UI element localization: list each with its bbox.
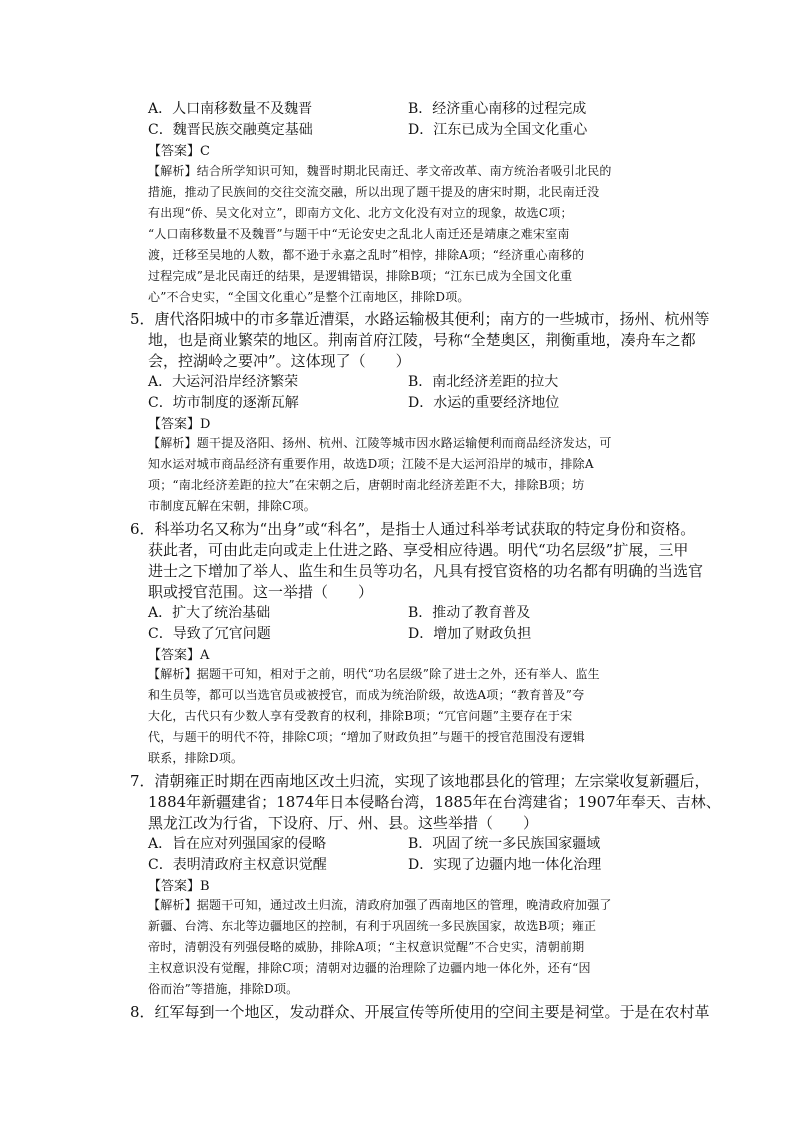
q6-stem-line: 进士之下增加了举人、监生和生员等功名，凡具有授官资格的功名都有明确的当选官	[148, 562, 704, 580]
q6-option-b: B．推动了教育普及	[408, 605, 531, 621]
q6-stem-line: 获此者，可由此走向或走上仕进之路、享受相应待遇。明代“功名层级”扩展，三甲	[148, 541, 689, 559]
q4-answer: 【答案】C	[148, 144, 210, 159]
q7-option-c: C．表明清政府主权意识觉醒	[148, 857, 327, 873]
q6-stem-line: 职或授官范围。这一举措（ ）	[148, 583, 374, 601]
q5-analysis-line: 【解析】题干提及洛阳、扬州、杭州、江陵等城市因水路运输便利而商品经济发达，可	[148, 436, 612, 450]
q6-option-a: A．扩大了统治基础	[148, 605, 271, 621]
q7-answer: 【答案】B	[148, 879, 210, 894]
q4-analysis-line: 过程完成”是北民南迁的结果，是逻辑错误，排除B项；“江东已成为全国文化重	[148, 269, 573, 283]
q5-option-c: C．坊市制度的逐渐瓦解	[148, 395, 299, 411]
q7-analysis-line: 俗而治”等措施，排除D项。	[148, 982, 299, 996]
q5-analysis-line: 项；“南北经济差距的拉大”在宋朝之后，唐朝时南北经济差距不大，排除B项；坊	[148, 478, 585, 492]
q7-analysis-line: 主权意识没有觉醒，排除C项；清朝对边疆的治理除了边疆内地一体化外，还有“因	[148, 961, 591, 975]
q4-analysis-line: 【解析】结合所学知识可知，魏晋时期北民南迁、孝文帝改革、南方统治者吸引北民的	[148, 164, 612, 178]
q7-analysis-line: 【解析】据题干可知，通过改土归流，清政府加强了西南地区的管理，晚清政府加强了	[148, 898, 612, 912]
q6-analysis-line: 代，与题干的明代不符，排除C项；“增加了财政负担”与题干的授官范围没有逻辑	[148, 730, 585, 744]
q4-option-c: C．魏晋民族交融奠定基础	[148, 122, 313, 138]
q8-stem-line: 8．红军每到一个地区，发动群众、开展宣传等所使用的空间主要是祠堂。于是在农村革	[130, 1003, 710, 1021]
q7-option-a: A．旨在应对列强国家的侵略	[148, 836, 327, 852]
q6-analysis-line: 和生员等，都可以当选官员或被授官，而成为统治阶级，故选A项；“教育普及”夸	[148, 688, 585, 702]
q5-stem-line: 地，也是商业繁荣的地区。荆南首府江陵，号称“全楚奥区，荆衡重地，凑舟车之都	[148, 331, 696, 349]
q7-option-d: D．实现了边疆内地一体化治理	[408, 857, 602, 873]
q4-analysis-line: 渡，迁移至吴地的人数，都不逊于永嘉之乱时”相悖，排除A项；“经济重心南移的	[148, 248, 585, 262]
q7-stem-line: 7．清朝雍正时期在西南地区改土归流，实现了该地郡县化的管理；左宗棠收复新疆后，	[130, 772, 710, 790]
q7-analysis-line: 新疆、台湾、东北等边疆地区的控制，有利于巩固统一多民族国家，故选B项；雍正	[148, 919, 597, 933]
q5-stem-line: 5．唐代洛阳城中的市多靠近漕渠，水路运输极其便利；南方的一些城市，扬州、杭州等	[130, 310, 710, 328]
q5-stem-line: 会，控湖岭之要冲”。这体现了（ ）	[148, 352, 411, 370]
q7-option-b: B．巩固了统一多民族国家疆域	[408, 836, 601, 852]
q6-option-d: D．增加了财政负担	[408, 626, 532, 642]
q5-answer: 【答案】D	[148, 417, 211, 432]
q7-analysis-line: 帝时，清朝没有列强侵略的威胁，排除A项；“主权意识觉醒”不合史实，清朝前期	[148, 940, 585, 954]
q4-option-b: B．经济重心南移的过程完成	[408, 101, 587, 117]
q4-option-d: D．江东已成为全国文化重心	[408, 122, 588, 138]
q6-option-c: C．导致了冗官问题	[148, 626, 271, 642]
q6-stem-line: 6．科举功名又称为“出身”或“科名”，是指士人通过科举考试获取的特定身份和资格。	[130, 520, 696, 538]
q7-stem-line: 黑龙江改为行省，下设府、厅、州、县。这些举措（ ）	[148, 814, 539, 832]
q6-analysis-line: 大化，古代只有少数人享有受教育的权利，排除B项；“冗官问题”主要存在于宋	[148, 709, 573, 723]
q5-option-b: B．南北经济差距的拉大	[408, 374, 559, 390]
q6-answer: 【答案】A	[148, 648, 210, 663]
q4-analysis-line: 心”不合史实，“全国文化重心”是整个江南地区，排除D项。	[148, 290, 470, 304]
q7-stem-line: 1884年新疆建省；1874年日本侵略台湾，1885年在台湾建省；1907年奉天、吉林、	[148, 793, 721, 811]
q5-analysis-line: 知水运对城市商品经济有重要作用，故选D项；江陵不是大运河沿岸的城市，排除A	[148, 457, 594, 471]
q5-option-d: D．水运的重要经济地位	[408, 395, 560, 411]
q5-option-a: A．大运河沿岸经济繁荣	[148, 374, 299, 390]
q6-analysis-line: 联系，排除D项。	[148, 751, 244, 765]
q4-analysis-line: “人口南移数量不及魏晋”与题干中“无论安史之乱北人南迁还是靖康之难宋室南	[148, 227, 570, 241]
q4-analysis-line: 有出现“侨、吴文化对立”，即南方文化、北方文化没有对立的现象，故选C项；	[148, 206, 573, 220]
q4-analysis-line: 措施，推动了民族间的交往交流交融，所以出现了题干提及的唐宋时期，北民南迁没	[148, 185, 600, 199]
q5-analysis-line: 市制度瓦解在宋朝，排除C项。	[148, 499, 316, 513]
q4-option-a: A．人口南移数量不及魏晋	[148, 101, 313, 117]
q6-analysis-line: 【解析】据题干可知，相对于之前，明代“功名层级”除了进士之外，还有举人、监生	[148, 667, 600, 681]
